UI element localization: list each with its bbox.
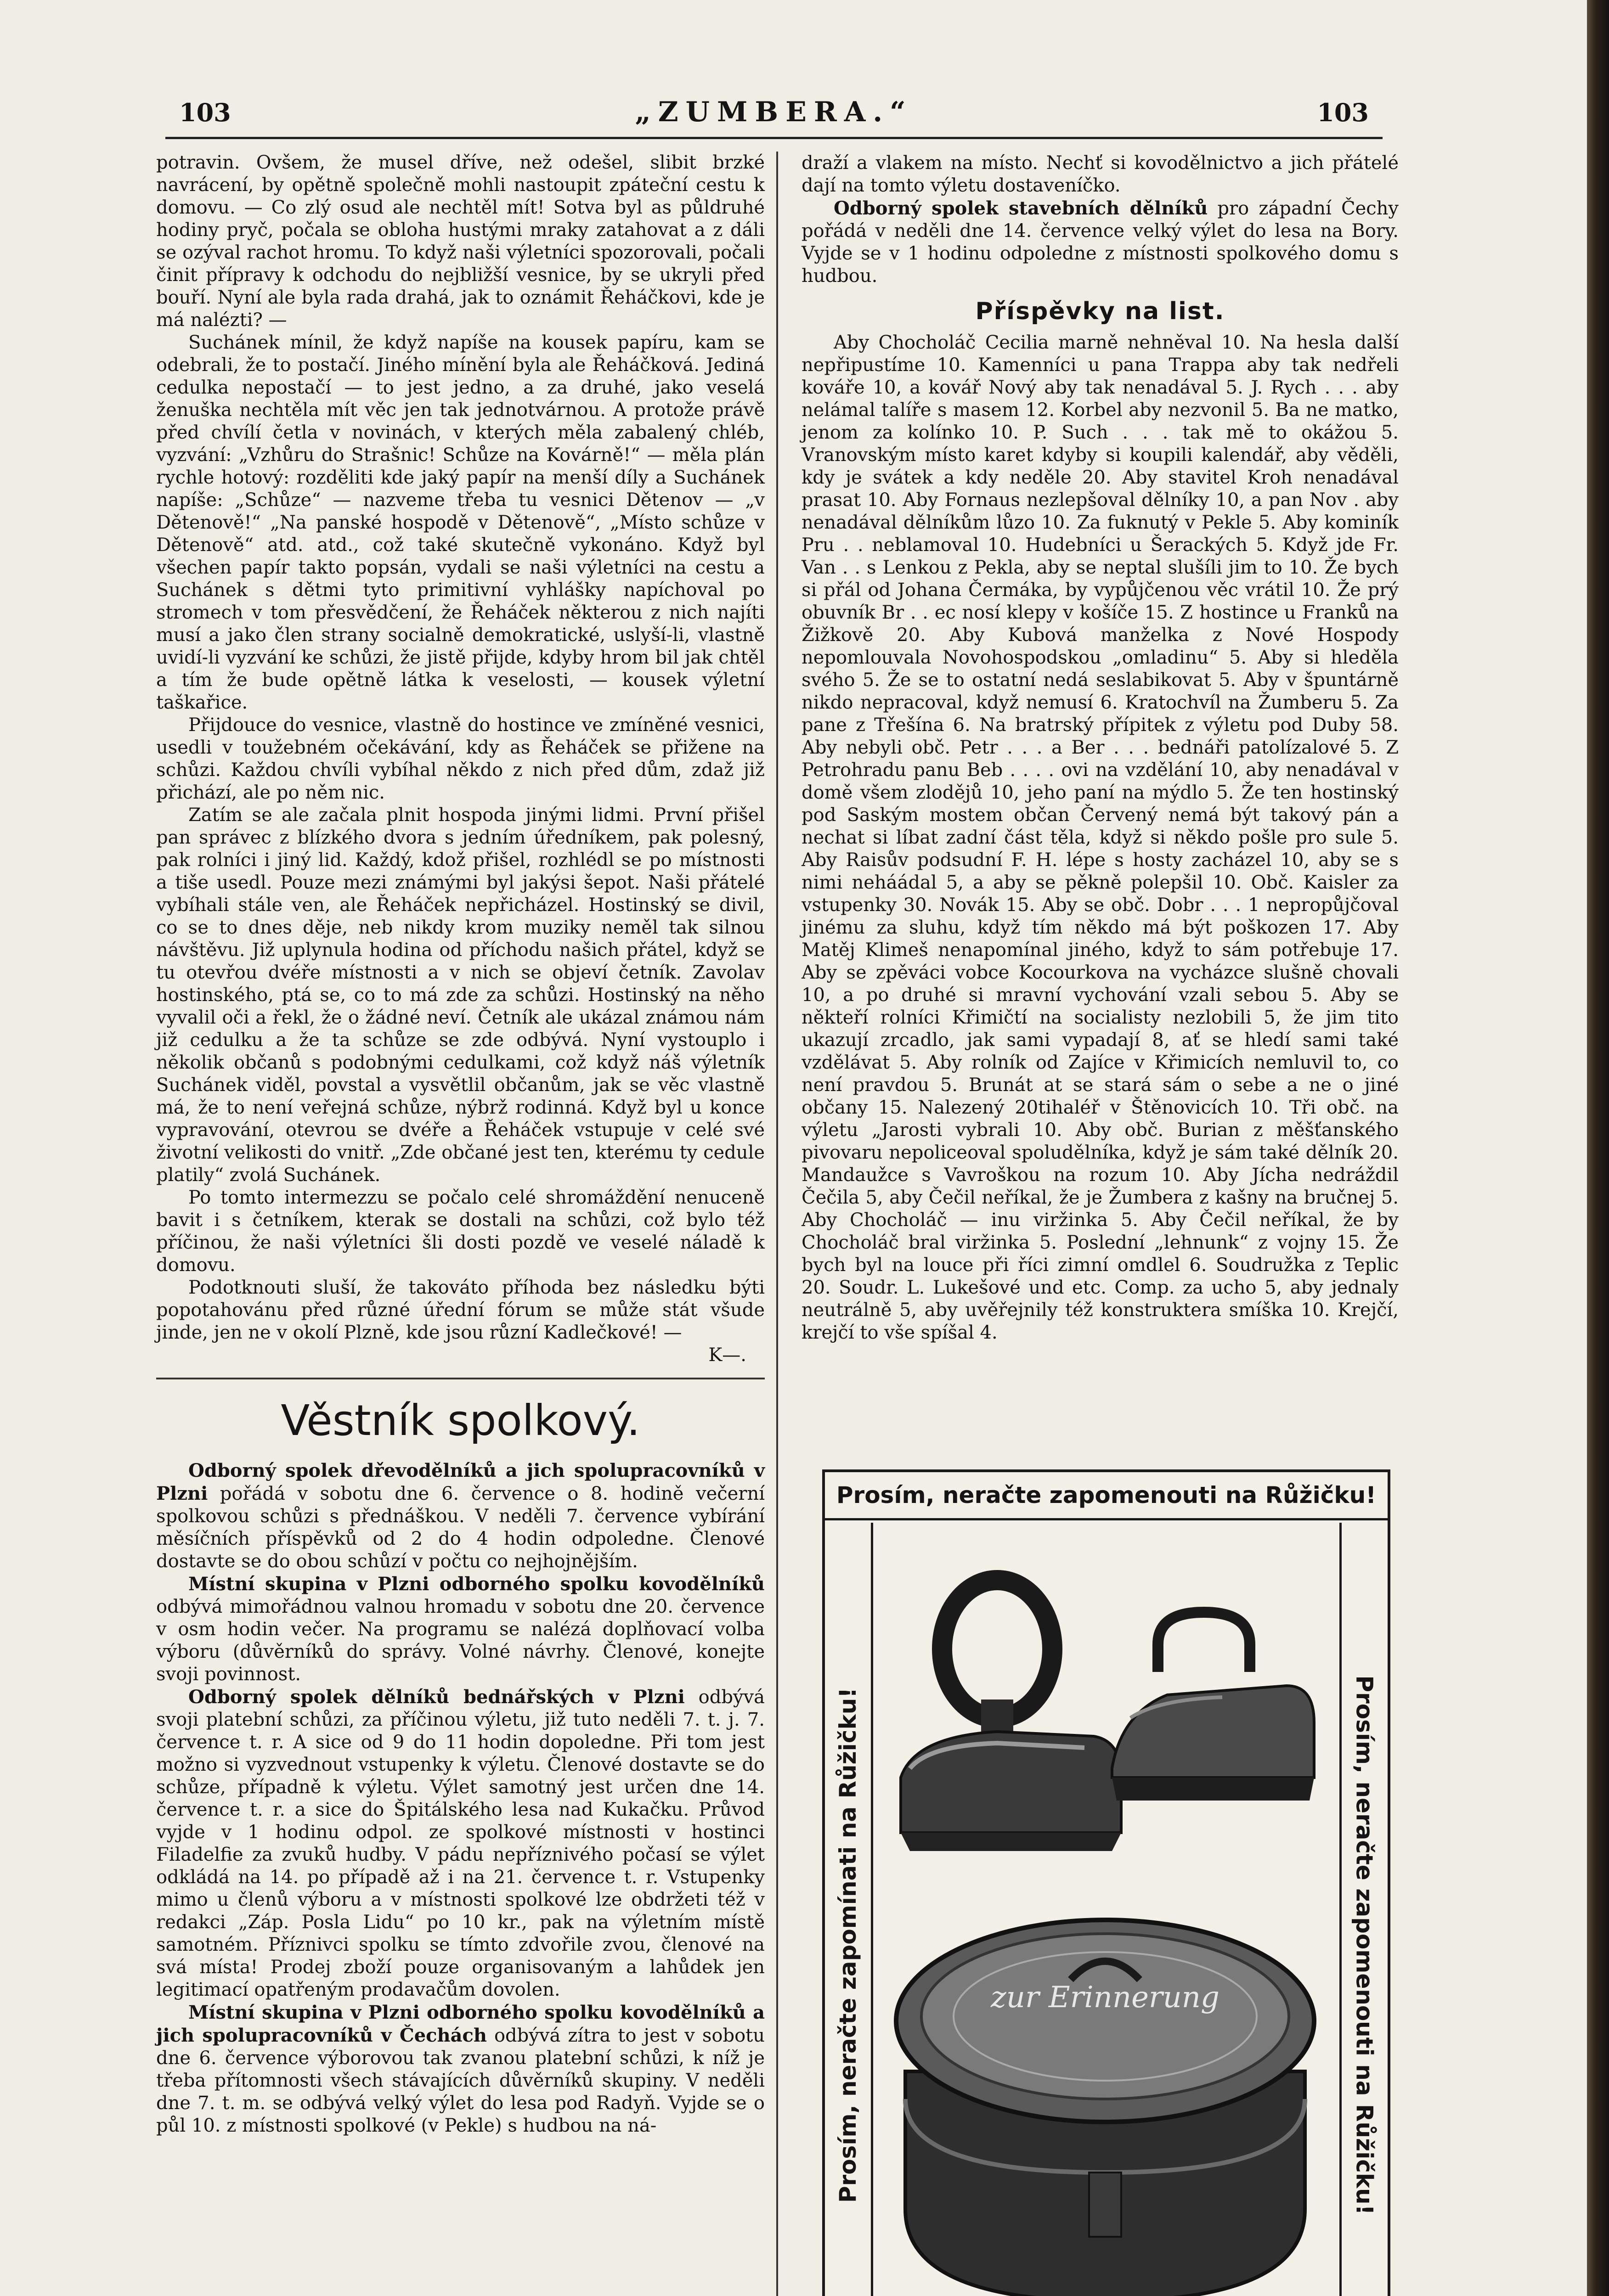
- notice-text: pořádá v sobotu dne 6. července o 8. hodině večerní spolkovou schůzi s přednáškou. V neděli 7. července vybírání měsíčních příspěvků od 2 do 4 hodin odpoledne. Členové dostavte se do obou schůzí v počtu co nejhojnějším.: [156, 1483, 765, 1572]
- header-rule: [165, 137, 1383, 139]
- notice-text: odbývá mimořádnou valnou hromadu v sobotu dne 20. července v osm hodin večer. Na programu se nalézá doplňovací volba výboru (důvěrníků do správy. Volné návrhy. Členové, konejte svoji povinnost.: [156, 1596, 765, 1685]
- ad-illustration: [873, 1520, 1339, 2296]
- flat-iron-small-icon: [1112, 1612, 1314, 1801]
- oval-tin-box-icon: [896, 1920, 1314, 2296]
- page-number-right: 103: [1317, 98, 1369, 127]
- story-paragraph: Podotknouti sluší, že takováto příhoda bez následku býti popotahovánu před různé úřední fórum se může stát všude jinde, jen ne v okolí Plzně, kde jsou různí Kadlečkové! —: [156, 1277, 765, 1343]
- prispevky-text: Aby Chocholáč Cecilia marně nehněval 10. Na hesla další nepřipustíme 10. Kamenníci u pana Trappa aby tak nedřeli kováře 10, a kovář Nový aby tak nenadával 5. J. Rych . . . aby nelámal talíře s masem 12. Korbel aby nezvonil 5. Ba ne matko, jenom za kolínko 10. P. Such . . . tak mě to okážou 5. Vranovským místo karet kdyby si koupili kalendář, aby věděli, kdy je svátek a kdy neděle 20. Aby stavitel Kroh nenadával prasat 10. Aby Fornaus nezlepšoval dělníky 10, a pan Nov . aby nenadával dělníkům lůzo 10. Za fuknutý v Pekle 5. Aby kominík Pru . . neblamoval 10. Hudebníci u Šerackých 5. Když jde Fr. Van . . s Lenkou z Pekla, aby se neptal slušíli jim to 10. Že bych si přál od Johana Čermáka, by vypůjčenou věc vrátil 10. Že prý obuvník Br . . ec nosí klepy v košíče 15. Z hostince u Franků na Žižkově 20. Aby Kubová manželka z Nové Hospody nepomlouvala Novohospodskou „omladinu“ 5. Aby si hleděla svého 5. Že se to ostatní nedá seslabikovat 5. Aby v špuntárně nikdo nepracoval, když nemusí 6. Kratochvíl na Žumberu 5. Za pane z Třešína 6. Na bratrský přípitek z výletu pod Duby 58. Aby nebyli obč. Petr . . . a Ber . . . bednáři patolízalové 5. Z Petrohradu panu Beb . . . . ovi na vzdělání 10, aby nenadával v domě všem zlodějů 10, jeho paní na mýdlo 5. Že ten hostinský pod Saským mostem občan Červený nemá být takový pán a nechat si líbat zadní část těla, když si někdo pošle pro sule 5. Aby Raisův podsudní F. H. lépe s hosty zacházel 10, aby se s nimi neháádal 5, a aby se pěkně polepšil 10. Obč. Kaisler za vstupenky 30. Novák 15. Aby se obč. Dobr . . . 1 nepropůjčoval jinému za sluhu, když tím někdo má být poškozen 17. Aby Matěj Klimeš nenapomínal jiného, když to sám potřebuje 17. Aby se zpěváci vobce Kocourkova na vycházce slušně chovali 10, a po druhé si mravní vychování vzali sebou 5. Aby se někteří rolníci Křimičtí na socialisty nezlobili 5, že jim tito ukazují zrcadlo, jak sami vypadají 8, ať se hledí sami také vzdělávat 5. Aby rolník od Zajíce v Křimicích nemluvil to, co není pravdou 5. Brunát at se stará sám o sebe a ne o jiné občany 15. Nalezený 20tihaléř v Štěnovicích 10. Tři obč. na výletu „Jarosti vybrali 10. Aby obč. Burian z měšťanského pivovaru nepoliceoval spoludělníka, když je sám také dělník 20. Mandaužce s Vavroškou na rozum 10. Aby Jícha nedráždil Čečila 5, aby Čečil neříkal, že je Žumbera z kašny na bručnej 5. Aby Chocholáč — inu viržinka 5. Aby Čečil neříkal, že by Chocholáč bral viržinka 5. Poslední „lehnunk“ z vojny 15. Že bych byl na louce při říci zimní omdlel 6. Soudružka z Teplic 20. Soudr. L. Lukešové und etc. Comp. za ucho 5, aby jednaly neutrálně 5, aby uvěřejnily též konstruktera smíška 10. Krejčí, krejčí to vše spíšal 4.: [802, 332, 1399, 1343]
- ad-illustration-svg: [873, 1520, 1339, 2296]
- right-column: [802, 152, 1399, 1344]
- column-divider: [776, 152, 778, 2296]
- page-number-left: 103: [179, 98, 231, 127]
- notice-item: [156, 2001, 765, 2137]
- notice-text: odbývá svoji platební schůzi, za příčinou výletu, již tuto neděli 7. t. j. 7. července t. r. A sice od 9 do 11 hodin dopoledne. Při tom jest možno si vyzvednout vstupenky k výletu. Členové dostavte se do schůze, případně k výletu. Výlet samotný jest určen dne 14. července t. r. a sice do Špitálského lesa nad Kukačku. Průvod vyjde v 1 hodinu odpol. ze spolkové místnosti v hostinci Filadelfie za zvuků hudby. V pádu nepříznivého počasí se výlet odkládá na 14. po případě až i na 21. července t. r. Vstupenky mimo u členů výboru a v místnosti spolkové lze obdržeti též v redakci „Záp. Posla Lidu“ po 10 kr., pak na výletním místě samotném. Příznivci spolku se tímto zdvořile zvou, členové na svá místa! Prodej zboží pouze organisovaným a lahůdek jen legitimací opatřeným prodavačům dovolen.: [156, 1687, 765, 2000]
- flat-iron-large-icon: [901, 1580, 1121, 1851]
- notice-item: [802, 197, 1399, 287]
- story-signature: K—.: [708, 1345, 746, 1366]
- box-inscription: zur Erinnerung: [991, 1981, 1219, 2015]
- story-paragraph: potravin. Ovšem, že musel dříve, než odešel, slibit brzké navrácení, by opětně společně mohli nastoupit zpáteční cestu k domovu. — Co zlý osud ale nechtěl mít! Sotva byl as půldruhé hodiny pryč, počala se obloha hustými mraky zatahovat a z dáli se ozýval rachot hromu. To když naši výletníci spozorovali, počali činit přípravy k odchodu do nejbližší vesnice, by se ukryli před bouří. Nyní ale byla rada drahá, jak to oznámit Řeháčkovi, kde je má nalézti? —: [156, 152, 765, 331]
- ad-right-vertical: [1339, 1523, 1388, 2296]
- story-paragraph: Suchánek mínil, že když napíše na kousek papíru, kam se odebrali, že to postačí. Jiného mínění byla ale Řeháčková. Jediná cedulka nepostačí — to jest jedno, a za druhé, jako veselá ženuška nechtěla mít věc jen tak jednotvárnou. A protože právě před chvílí četla v novinách, v kterých měla zabalený chléb, vyzvání: „Vzhůru do Strašnic! Schůze na Kovárně!“ — měla plán rychle hotový: rozděliti kde jaký papír na menší díly a Suchánek napíše: „Schůze“ — nazveme třeba tu vesnici Dětenov — „v Dětenově!“ „Na panské hospodě v Dětenově“, „Místo schůze v Dětenově“ atd. atd., což také skutečně vykonáno. Když byl všechen papír takto popsán, vydali se naši výletníci na cestu a Suchánek s dětmi tyto primitivní vyhlášky napíchoval po stromech v tom přesvědčení, že Řeháček některou z nich najíti musí a jako člen strany socialně demokratické, uslyší-li, vlastně uvidí-li vyzvání ke schůzi, že jistě přijde, kdyby hrom bil jak chtěl a tím že bude opětně látka k veselosti, — kousek výletní taškařice.: [156, 332, 765, 713]
- vestnik-heading: Věstník spolkový.: [281, 1396, 640, 1445]
- notice-text: odbývá zítra to jest v sobotu dne 6. července výborovou tak zvanou platební schůzi, k níž je třeba přítomnosti všech stávajících důvěrníků skupiny. V neděli dne 7. t. m. se odbývá velký výlet do lesa pod Radyň. Vyjde se o půl 10. z místnosti spolkové (v Pekle) s hudbou na ná-: [156, 2025, 765, 2136]
- ad-left-vertical: [825, 1523, 873, 2296]
- prispevky-heading: Příspěvky na list.: [975, 298, 1225, 325]
- masthead-title: „ZUMBERA.“: [635, 96, 913, 128]
- story-paragraph: Zatím se ale začala plnit hospoda jinými lidmi. První přišel pan správec z blízkého dvora s jedním úředníkem, pak polesný, pak rolníci i jiný lid. Každý, kdož přišel, rozhlédl se po místnosti a tiše usedl. Pouze mezi známými byl jakýsi šepot. Naši přátelé vybíhali stále ven, ale Řeháček nepřicházel. Hostinský se divil, co se to dnes děje, neb nikdy krom muziky neměl tak silnou návštěvu. Již uplynula hodina od příchodu našich přátel, když se tu otevřou dvéře místnosti a v nich se objeví četník. Zavolav hostinského, ptá se, co to má zde za schůzi. Hostinský na něho vyvalil oči a řekl, že o žádné neví. Četník ale ukázal známou nám již cedulku a že ta schůze se zde odbývá. Nyní vystouplo i několik občanů s podobnými cedulkami, což když náš výletník Suchánek viděl, povstal a vysvětlil občanům, jak se věc vlastně má, že to není veřejná schůze, nýbrž rodinná. Když byl u konce vypravování, otevrou se dvéře a Řeháček vstupuje v celé své životní velikosti do vnitř. „Zde občané jest ten, kterému ty cedule platily“ zvolá Suchánek.: [156, 805, 765, 1186]
- notice-item: [156, 1573, 765, 1686]
- story-paragraph: Po tomto intermezzu se počalo celé shromáždění nenuceně bavit i s četníkem, kterak se dostali na schůzi, což bylo též příčinou, že naši výletníci šli dosti pozdě ve veselé náladě k domovu.: [156, 1187, 765, 1276]
- ad-left-vertical-text: Prosím, neračte zapomínati na Růžičku!: [835, 1687, 862, 2203]
- advertisement-box: [822, 1469, 1390, 2296]
- ad-top-banner: Prosím, neračte zapomenouti na Růžičku!: [825, 1472, 1388, 1520]
- section-separator: [156, 1378, 765, 1379]
- scan-edge: [1587, 0, 1609, 2296]
- notice-item: [156, 1686, 765, 2001]
- left-column: [156, 152, 765, 2137]
- notice-org: Odborný spolek dřevodělníků a jich spolupracovníků v Plzni: [156, 1460, 765, 1504]
- notice-item: [156, 1459, 765, 1573]
- notice-org: Odborný spolek stavebních dělníků: [834, 197, 1208, 219]
- ad-right-vertical-text: Prosím, neračte zapomenouti na Růžičku!: [1351, 1675, 1378, 2215]
- notice-text: draží a vlakem na místo. Nechť si kovodělnictvo a jich přátelé dají na tomto výletu dostaveníčko.: [802, 152, 1399, 196]
- notice-item: [802, 152, 1399, 197]
- story-paragraph: Přijdouce do vesnice, vlastně do hostince ve zmíněné vesnici, usedli v toužebném očekávání, kdy as Řeháček se přižene na schůzi. Každou chvíli vybíhal někdo z nich před dům, zdaž již přichází, ale po něm nic.: [156, 715, 765, 803]
- notice-text: pro západní Čechy pořádá v neděli dne 14. července velký výlet do lesa na Bory. Vyjde se v 1 hodinu odpoledne z místnosti spolkového domu s hudbou.: [802, 198, 1399, 287]
- notice-org: Místní skupina v Plzni odborného spolku kovodělníků a jich spolupracovníků v Čechách: [156, 2002, 765, 2046]
- notice-org: Odborný spolek dělníků bednářských v Plzni: [188, 1686, 685, 1708]
- notice-org: Místní skupina v Plzni odborného spolku kovodělníků: [188, 1573, 765, 1595]
- page-header: [179, 90, 1369, 131]
